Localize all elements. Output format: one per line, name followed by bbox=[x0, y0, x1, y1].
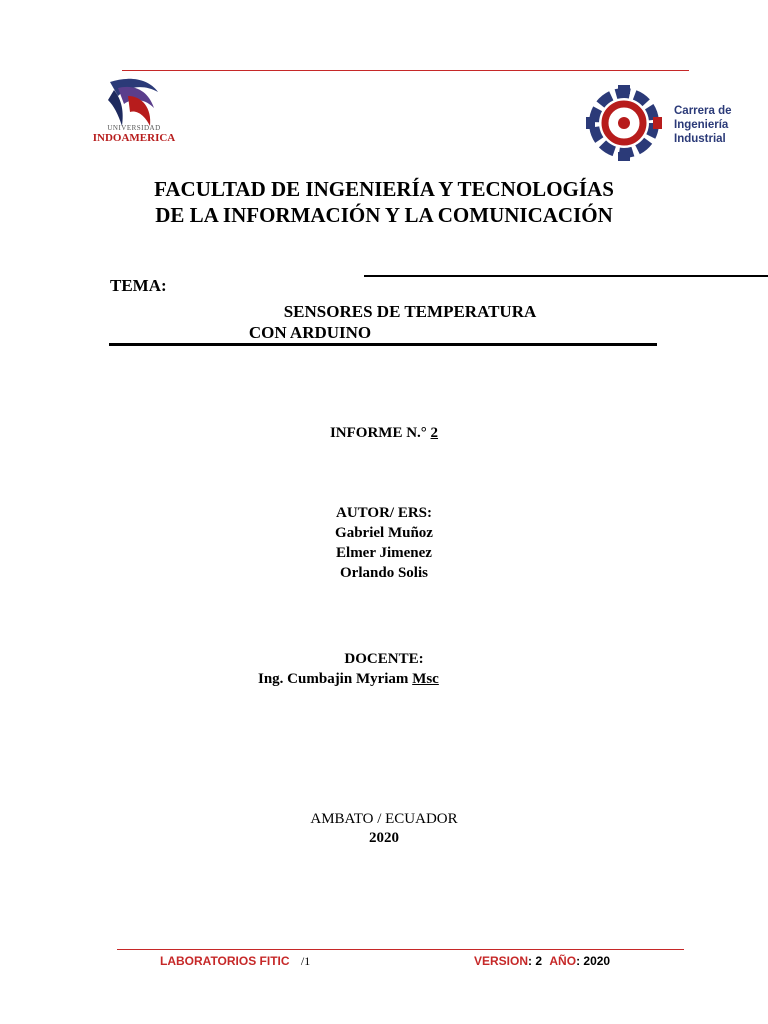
authors-block bbox=[0, 503, 768, 583]
footer-right: VERSION: 2 AÑO: 2020 bbox=[474, 954, 611, 968]
logo-text-top: UNIVERSIDAD bbox=[107, 124, 161, 132]
footer-page: /1 bbox=[300, 954, 311, 968]
logo-text-main: INDOAMERICA bbox=[92, 132, 176, 144]
informe-label: INFORME N.° bbox=[329, 425, 427, 441]
docente-name-line bbox=[258, 669, 439, 689]
tema-line-2: CON ARDUINO bbox=[248, 323, 372, 342]
tema-top-line bbox=[364, 275, 768, 277]
faculty-line-2: DE LA INFORMACIÓN Y LA COMUNICACIÓN bbox=[155, 203, 613, 227]
authors-label: AUTOR/ ERS: bbox=[336, 505, 432, 521]
author-name: Gabriel Muñoz bbox=[335, 525, 433, 541]
gear-icon bbox=[584, 80, 664, 166]
logo-line-2: Ingeniería bbox=[674, 119, 729, 131]
docente-label: DOCENTE: bbox=[344, 651, 424, 667]
docente-title: Msc bbox=[412, 671, 439, 687]
logo-line-3: Industrial bbox=[674, 133, 726, 145]
place-block bbox=[0, 810, 768, 848]
footer-rule bbox=[117, 949, 684, 950]
header-rule bbox=[122, 70, 689, 71]
tema-title bbox=[0, 301, 768, 343]
footer-version-value: 2 bbox=[535, 954, 543, 968]
universidad-indoamerica-logo bbox=[88, 74, 180, 146]
tema-line-1: SENSORES DE TEMPERATURA bbox=[283, 302, 537, 321]
tema-bottom-line bbox=[109, 343, 657, 346]
place-city: AMBATO / ECUADOR bbox=[310, 811, 458, 827]
author-name: Orlando Solis bbox=[340, 565, 428, 581]
faculty-title bbox=[0, 176, 768, 228]
faculty-line-1: FACULTAD DE INGENIERÍA Y TECNOLOGÍAS bbox=[154, 177, 614, 201]
footer-version-label: VERSION bbox=[474, 954, 529, 968]
author-name: Elmer Jimenez bbox=[336, 545, 432, 561]
carrera-ingenieria-industrial-logo bbox=[584, 80, 754, 166]
footer-lab-label: LABORATORIOS FITIC bbox=[160, 954, 290, 968]
logo-line-1: Carrera de bbox=[674, 105, 732, 117]
place-year: 2020 bbox=[369, 830, 399, 846]
footer-year-label: AÑO bbox=[549, 954, 577, 968]
informe-number: 2 bbox=[430, 425, 439, 441]
footer-left bbox=[160, 954, 310, 969]
informe-heading bbox=[0, 425, 768, 442]
docente-name: Ing. Cumbajin Myriam bbox=[258, 671, 409, 687]
footer-year-value: 2020 bbox=[583, 954, 611, 968]
tema-label: TEMA: bbox=[110, 276, 167, 295]
